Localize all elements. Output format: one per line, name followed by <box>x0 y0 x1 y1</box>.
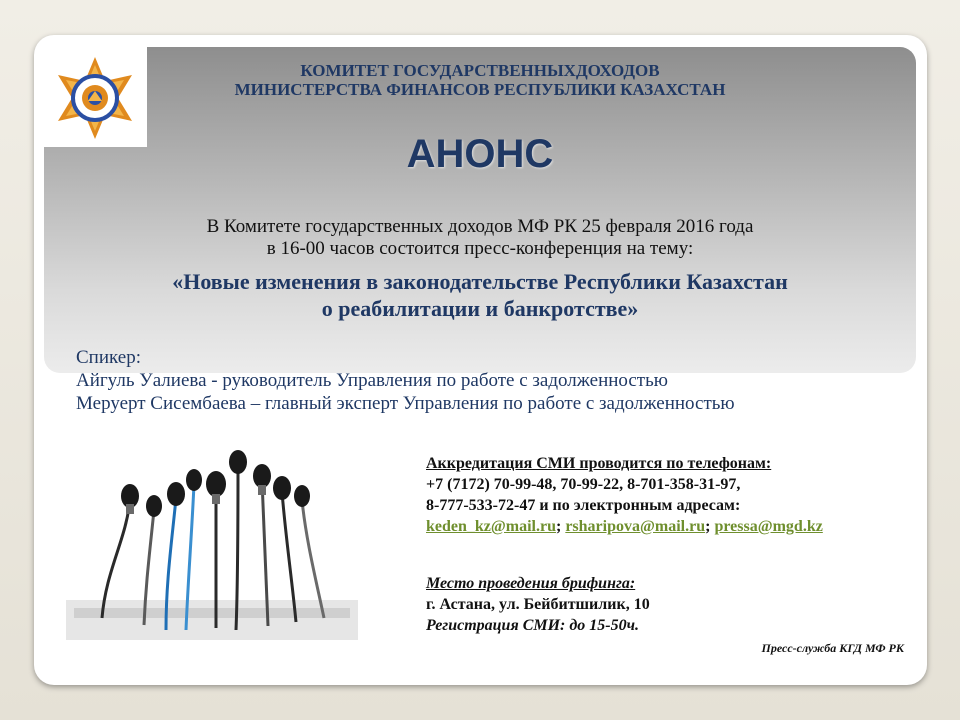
speakers-label: Спикер: <box>76 347 141 368</box>
venue-heading: Место проведения брифинга: <box>426 575 636 592</box>
org-line-2: МИНИСТЕРСТВА ФИНАНСОВ РЕСПУБЛИКИ КАЗАХСТАН <box>234 80 726 99</box>
email-link-pressa[interactable]: pressa@mgd.kz <box>714 518 823 535</box>
accreditation-block <box>426 453 823 537</box>
registration-time: Регистрация СМИ: до 15-50ч. <box>426 617 640 634</box>
page-title: АНОНС <box>406 132 554 176</box>
organization-name <box>0 61 960 99</box>
intro-line-2: в 16-00 часов состоится пресс-конференция на тему: <box>266 238 694 259</box>
topic-line-1: «Новые изменения в законодательстве Республики Казахстан <box>172 269 788 294</box>
announcement-intro <box>0 216 960 260</box>
venue-address: г. Астана, ул. Бейбитшилик, 10 <box>426 596 650 613</box>
conference-topic <box>0 268 960 322</box>
email-list <box>426 516 823 537</box>
speaker-2: Меруерт Сисембаева – главный эксперт Управления по работе с задолженностью <box>76 393 735 414</box>
email-separator: ; <box>705 518 715 535</box>
press-service-signature: Пресс-служба КГД МФ РК <box>761 641 904 655</box>
email-link-keden[interactable]: keden_kz@mail.ru <box>426 518 556 535</box>
phones-line-2: 8-777-533-72-47 и по электронным адресам: <box>426 497 741 514</box>
speakers-block <box>76 346 735 415</box>
microphones-image <box>66 440 366 640</box>
accreditation-heading: Аккредитация СМИ проводится по телефонам: <box>426 455 772 472</box>
phones-line-1: +7 (7172) 70-99-48, 70-99-22, 8-701-358-31-97, <box>426 476 741 493</box>
org-line-1: КОМИТЕТ ГОСУДАРСТВЕННЫХДОХОДОВ <box>300 61 660 80</box>
email-separator: ; <box>556 518 566 535</box>
venue-block <box>426 573 650 636</box>
topic-line-2: о реабилитации и банкротстве» <box>321 296 639 321</box>
speaker-1: Айгуль Уалиева - руководитель Управления по работе с задолженностью <box>76 370 668 391</box>
intro-line-1: В Комитете государственных доходов МФ РК 25 февраля 2016 года <box>206 216 754 237</box>
email-link-rsharipova[interactable]: rsharipova@mail.ru <box>565 518 706 535</box>
